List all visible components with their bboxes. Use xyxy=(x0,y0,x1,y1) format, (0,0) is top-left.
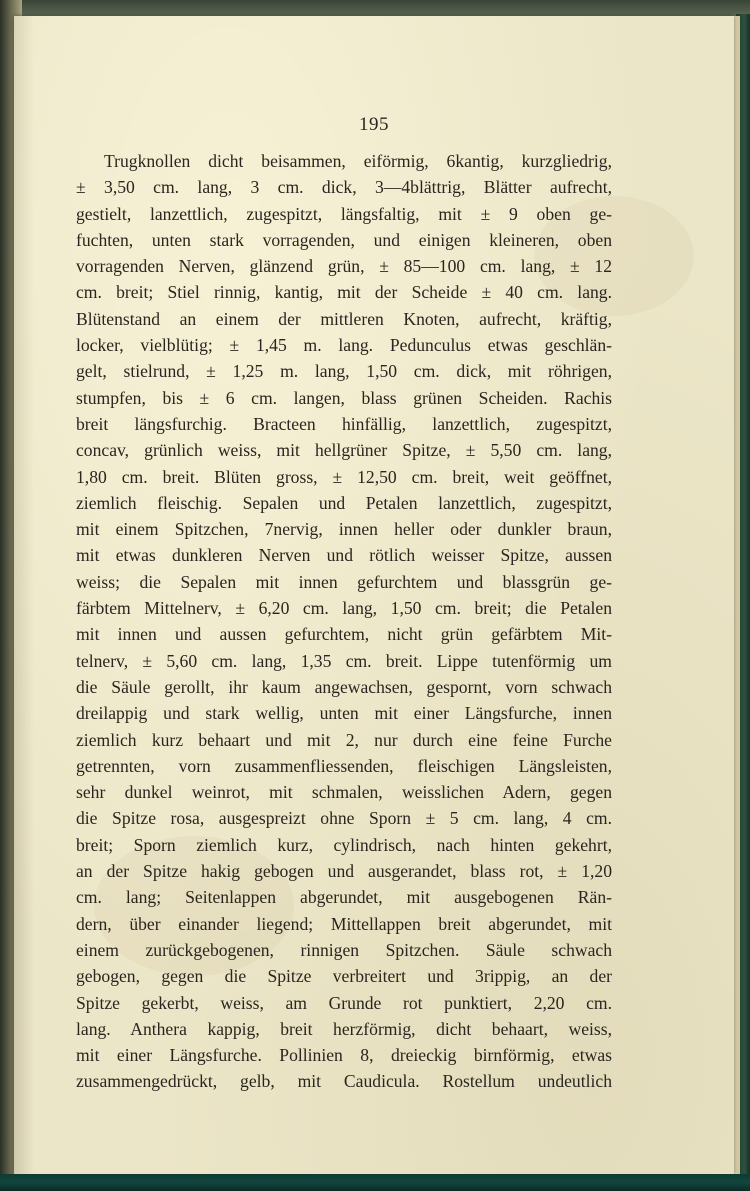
page-number: 195 xyxy=(359,114,389,135)
text-line: sehr dunkel weinrot, mit schmalen, weisslichen Adern, gegen xyxy=(76,782,612,803)
text-line: dern, über einander liegend; Mittellappen breit abgerundet, mit xyxy=(76,913,612,934)
body-text xyxy=(76,148,612,1095)
text-line: telnerv, ± 5,60 cm. lang, 1,35 cm. breit. Lippe tutenförmig um xyxy=(76,650,612,671)
text-line: cm. lang; Seitenlappen abgerundet, mit ausgebogenen Rän- xyxy=(76,887,612,908)
text-line: färbtem Mittelnerv, ± 6,20 cm. lang, 1,50 cm. breit; die Petalen xyxy=(76,598,612,619)
text-line: ziemlich fleischig. Sepalen und Petalen lanzettlich, zugespitzt, xyxy=(76,492,612,513)
text-line: die Säule gerollt, ihr kaum angewachsen, gespornt, vorn schwach xyxy=(76,676,612,697)
text-line: gebogen, gegen die Spitze verbreitert und 3rippig, an der xyxy=(76,966,612,987)
text-line: lang. Anthera kappig, breit herzförmig, dicht behaart, weiss, xyxy=(76,1018,612,1039)
text-line: locker, vielblütig; ± 1,45 m. lang. Pedunculus etwas geschlän- xyxy=(76,335,612,356)
text-line: mit etwas dunkleren Nerven und rötlich weisser Spitze, aussen xyxy=(76,545,612,566)
text-line: zusammengedrückt, gelb, mit Caudicula. Rostellum undeutlich xyxy=(76,1071,612,1092)
text-line: gelt, stielrund, ± 1,25 m. lang, 1,50 cm. dick, mit röhrigen, xyxy=(76,361,612,382)
book-page xyxy=(14,16,734,1174)
text-line: Spitze gekerbt, weiss, am Grunde rot punktiert, 2,20 cm. xyxy=(76,992,612,1013)
text-line: getrennten, vorn zusammenfliessenden, fleischigen Längsleisten, xyxy=(76,755,612,776)
text-line: einem zurückgebogenen, rinnigen Spitzchen. Säule schwach xyxy=(76,939,612,960)
text-line: dreilappig und stark wellig, unten mit einer Längsfurche, innen xyxy=(76,703,612,724)
text-line: breit; Sporn ziemlich kurz, cylindrisch, nach hinten gekehrt, xyxy=(76,834,612,855)
text-line: die Spitze rosa, ausgespreizt ohne Sporn ± 5 cm. lang, 4 cm. xyxy=(76,808,612,829)
text-line: ziemlich kurz behaart und mit 2, nur durch eine feine Furche xyxy=(76,729,612,750)
text-line: vorragenden Nerven, glänzend grün, ± 85—100 cm. lang, ± 12 xyxy=(76,256,612,277)
text-line: an der Spitze hakig gebogen und ausgerandet, blass rot, ± 1,20 xyxy=(76,861,612,882)
text-line: 1,80 cm. breit. Blüten gross, ± 12,50 cm. breit, weit geöffnet, xyxy=(76,466,612,487)
text-line: mit innen und aussen gefurchtem, nicht grün gefärbtem Mit- xyxy=(76,624,612,645)
text-line: mit einem Spitzchen, 7nervig, innen heller oder dunkler braun, xyxy=(76,519,612,540)
text-line: breit längsfurchig. Bracteen hinfällig, lanzettlich, zugespitzt, xyxy=(76,413,612,434)
text-line: Trugknollen dicht beisammen, eiförmig, 6kantig, kurzgliedrig, xyxy=(104,151,612,171)
text-line: stumpfen, bis ± 6 cm. langen, blass grünen Scheiden. Rachis xyxy=(76,387,612,408)
text-line: mit einer Längsfurche. Pollinien 8, dreieckig birnförmig, etwas xyxy=(76,1045,612,1066)
text-line: Blütenstand an einem der mittleren Knoten, aufrecht, kräftig, xyxy=(76,308,612,329)
book-bottom-edge xyxy=(0,1174,750,1191)
text-line: fuchten, unten stark vorragenden, und einigen kleineren, oben xyxy=(76,229,612,250)
text-line: cm. breit; Stiel rinnig, kantig, mit der Scheide ± 40 cm. lang. xyxy=(76,282,612,303)
text-line: gestielt, lanzettlich, zugespitzt, längsfaltig, mit ± 9 oben ge- xyxy=(76,203,612,224)
text-line: concav, grünlich weiss, mit hellgrüner Spitze, ± 5,50 cm. lang, xyxy=(76,440,612,461)
text-line: ± 3,50 cm. lang, 3 cm. dick, 3—4blättrig, Blätter aufrecht, xyxy=(76,177,612,198)
text-line: weiss; die Sepalen mit innen gefurchtem und blassgrün ge- xyxy=(76,571,612,592)
